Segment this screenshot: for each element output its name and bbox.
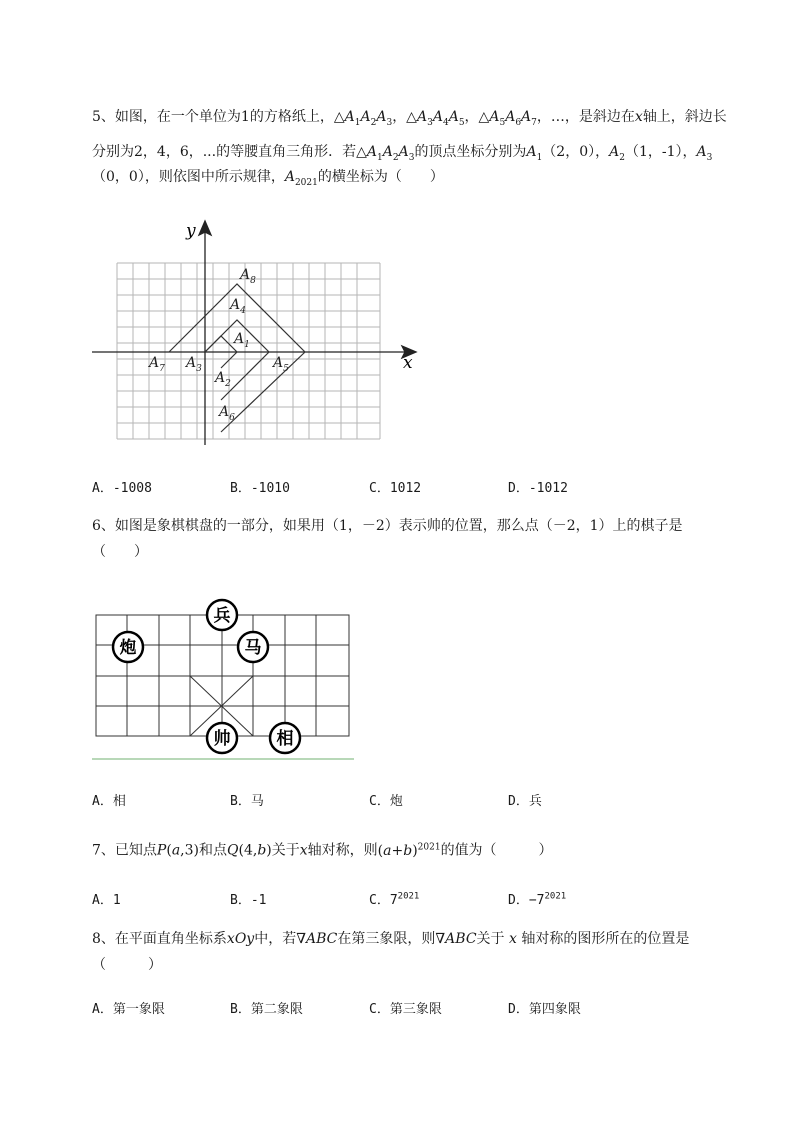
q8-line1: 8、在平面直角坐标系xOy中，若∇ABC在第三象限，则∇ABC关于 x 轴对称的图形所在的位置是: [92, 931, 690, 947]
q5-option-a[interactable]: A．-1008: [92, 481, 152, 496]
q5-triangle-list: $\triangle A_1A_2A_3$，$\triangle A_3A_4A_5$，$\triangle A_5A_6A_7$，…: [333, 109, 565, 128]
q5-line3: （0，0），则依图中所示规律，$A_{2021}$的横坐标为（ ）: [92, 169, 444, 188]
piece-bing: 兵: [213, 606, 231, 626]
point-labels: [147, 267, 289, 423]
expression: $(a+b)^{2021}$: [377, 842, 441, 859]
svg-text:A3: $A_3$: [186, 355, 202, 374]
piece-xiang: 相: [276, 729, 294, 749]
svg-text:A4: $A_4$: [230, 297, 246, 316]
q5-coordinate-figure: [90, 215, 430, 455]
piece-shuai: 帅: [213, 729, 231, 749]
q7-option-c[interactable]: C．$7^{2021}$: [369, 891, 420, 908]
q6-line2: （ ）: [92, 544, 148, 560]
q5-option-b[interactable]: B．-1010: [230, 481, 290, 496]
q5-line1: 5、如图，在一个单位为1的方格纸上，$\triangle A_1A_2A_3$，$\triangle A_3A_4A_5$，$\triangle A_5A_6A_7$，…，是斜边在x轴上，斜边长: [92, 109, 727, 128]
point-q: Q(4,b): [227, 842, 272, 859]
q6-line1: 6、如图是象棋棋盘的一部分，如果用（1，－2）表示帅的位置，那么点（－2，1）上的棋子是: [92, 518, 683, 534]
q7-line: 7、已知点P(a,3)和点Q(4,b)关于x轴对称，则$(a+b)^{2021}$的值为（ ）: [92, 842, 553, 859]
q7-option-d[interactable]: D．$-7^{2021}$: [508, 891, 567, 908]
svg-text:A2: $A_2$: [215, 370, 231, 389]
q7-option-b[interactable]: B．-1: [230, 893, 267, 908]
q8-option-b[interactable]: B．第二象限: [230, 1002, 303, 1017]
x-axis-label: x: [403, 353, 413, 373]
svg-text:A1: $A_1$: [234, 331, 250, 350]
q6-option-c[interactable]: C．炮: [369, 794, 403, 809]
q5-option-d[interactable]: D．-1012: [508, 481, 568, 496]
q6-option-d[interactable]: D．兵: [508, 794, 542, 809]
piece-pao: 炮: [119, 638, 137, 658]
q7-option-a[interactable]: A．1: [92, 893, 121, 908]
q6-chessboard: [92, 598, 354, 764]
q6-option-b[interactable]: B．马: [230, 794, 264, 809]
piece-ma: 马: [244, 638, 262, 658]
axes: [92, 221, 416, 445]
svg-text:A5: $A_5$: [273, 355, 289, 374]
grid: [117, 263, 380, 439]
y-axis-label: y: [186, 221, 196, 241]
svg-text:A6: $A_6$: [219, 404, 235, 423]
svg-text:A8: $A_8$: [240, 267, 256, 286]
q5-option-c[interactable]: C．1012: [369, 481, 422, 496]
q8-option-d[interactable]: D．第四象限: [508, 1002, 581, 1017]
q8-line2: （ ）: [92, 957, 162, 973]
q5-line2: 分别为2，4，6，...的等腰直角三角形．若$\triangle A_1A_2A_3$的顶点坐标分别为$A_1(2$，0），$A_2(1$，-1），$A_3$: [92, 144, 713, 163]
q8-option-a[interactable]: A．第一象限: [92, 1002, 165, 1017]
q6-option-a[interactable]: A．相: [92, 794, 126, 809]
svg-text:A7: $A_7$: [149, 355, 165, 374]
point-p: P(a,3): [156, 842, 199, 859]
q8-option-c[interactable]: C．第三象限: [369, 1002, 442, 1017]
